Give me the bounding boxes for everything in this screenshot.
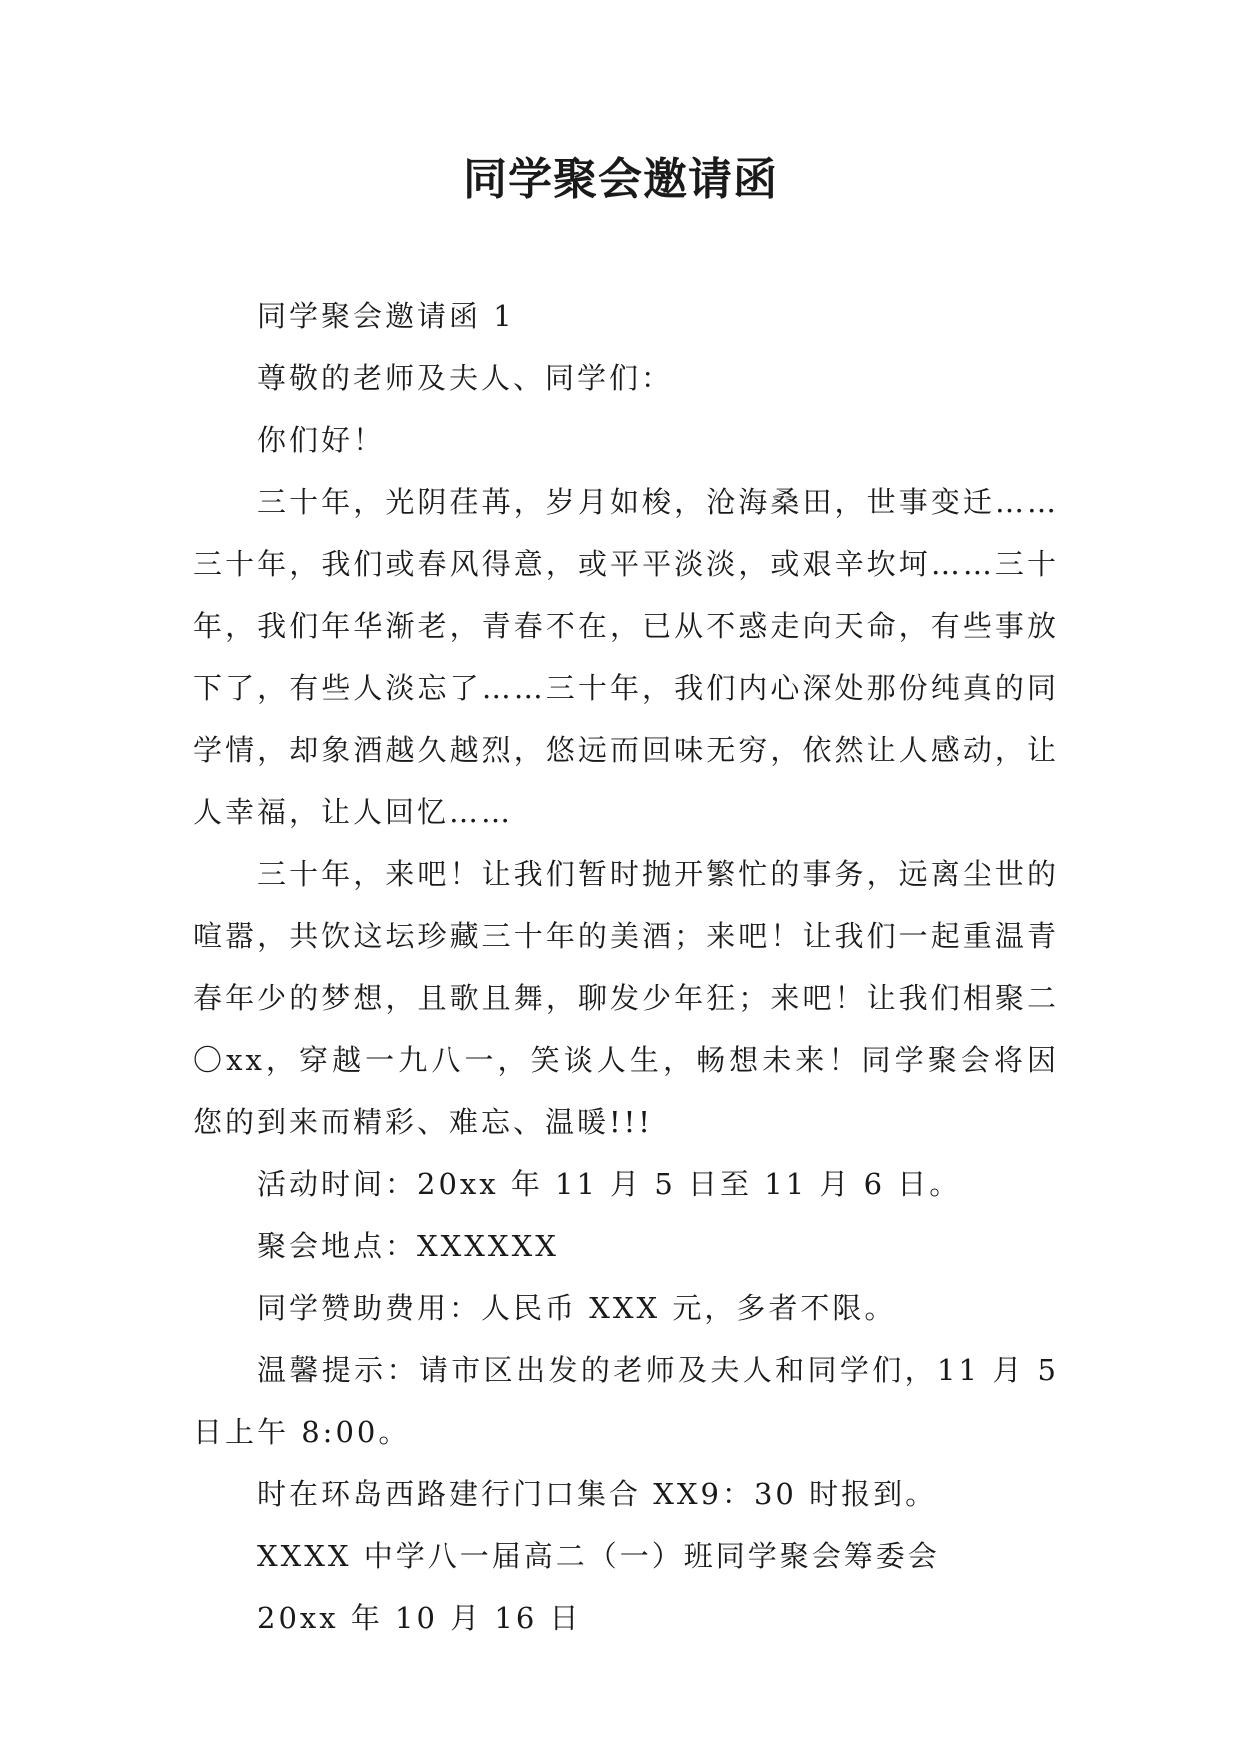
- sponsorship-fee: 同学赞助费用：人民币 XXX 元，多者不限。: [257, 1291, 897, 1325]
- document-body: [193, 285, 1059, 1649]
- organizer-signature: XXXX 中学八一届高二（一）班同学聚会筹委会: [257, 1539, 940, 1573]
- assembly-info: 时在环岛西路建行门口集合 XX9：30 时报到。: [257, 1477, 938, 1511]
- activity-time: 活动时间：20xx 年 11 月 5 日至 11 月 6 日。: [257, 1167, 962, 1201]
- salutation: 尊敬的老师及夫人、同学们：: [257, 361, 674, 395]
- greeting: 你们好！: [257, 423, 386, 457]
- paragraph-invitation: 三十年，来吧！让我们暂时抛开繁忙的事务，远离尘世的喧嚣，共饮这坛珍藏三十年的美酒；来吧！让我们一起重温青春年少的梦想，且歌且舞，聊发少年狂；来吧！让我们相聚二〇xx，穿越一九八一，笑谈人生，畅想未来！同学聚会将因您的到来而精彩、难忘、温暖!!!: [193, 857, 1059, 1139]
- warm-reminder: 温馨提示：请市区出发的老师及夫人和同学们，11 月 5 日上午 8:00。: [193, 1353, 1059, 1449]
- letter-heading: 同学聚会邀请函 1: [257, 299, 515, 333]
- venue: 聚会地点：XXXXXX: [257, 1229, 559, 1263]
- paragraph-reminiscence: 三十年，光阴荏苒，岁月如梭，沧海桑田，世事变迁……三十年，我们或春风得意，或平平淡淡，或艰辛坎坷……三十年，我们年华渐老，青春不在，已从不惑走向天命，有些事放下了，有些人淡忘了……三十年，我们内心深处那份纯真的同学情，却象酒越久越烈，悠远而回味无穷，依然让人感动，让人幸福，让人回忆……: [193, 485, 1059, 829]
- signature-date: 20xx 年 10 月 16 日: [257, 1601, 582, 1635]
- document-title: 同学聚会邀请函: [463, 154, 778, 205]
